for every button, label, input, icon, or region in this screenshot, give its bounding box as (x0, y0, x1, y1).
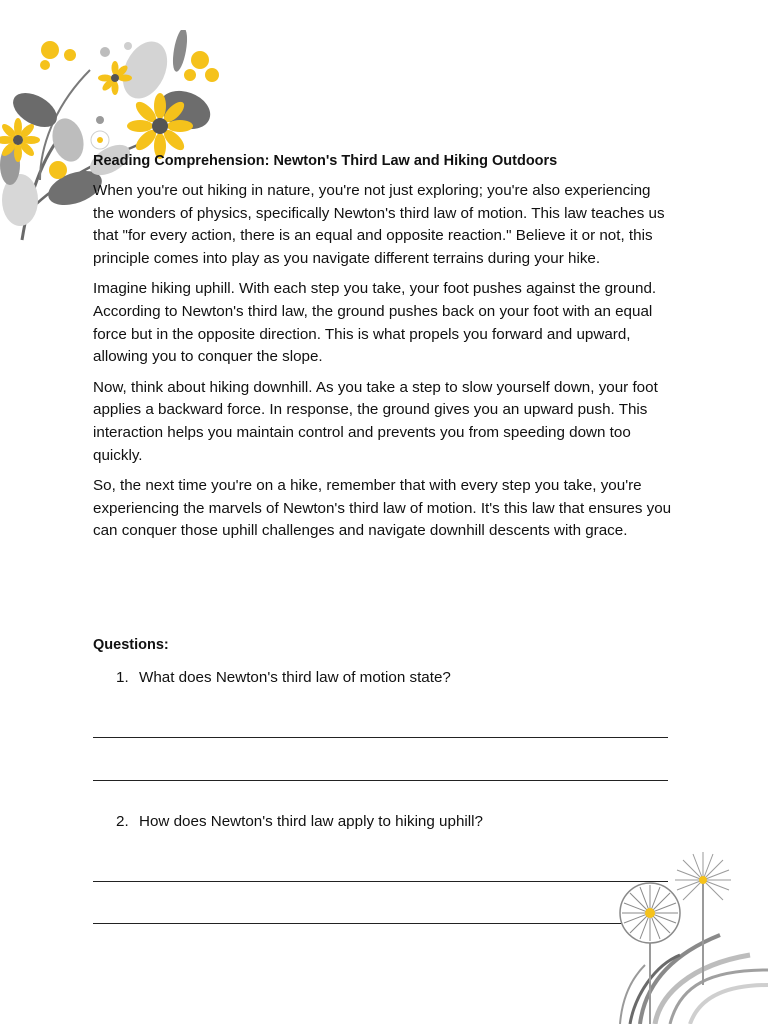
answer-line[interactable] (93, 881, 668, 882)
question-text: How does Newton's third law apply to hiking uphill? (139, 813, 483, 830)
question-text: What does Newton's third law of motion state? (139, 669, 451, 686)
paragraph-2: Imagine hiking uphill. With each step you take, your foot pushes against the ground. According to Newton's third law, the ground pushes back on your foot with an equal force but in the opposite direction. This is what propels you forward and upward, allowing you to conquer the slope. (93, 280, 657, 366)
answer-line[interactable] (93, 923, 668, 924)
question-2 (116, 813, 483, 830)
dandelion-grass-illustration (600, 845, 768, 1024)
worksheet-title: Reading Comprehension: Newton's Third Law and Hiking Outdoors (93, 153, 558, 169)
paragraph-1: When you're out hiking in nature, you're not just exploring; you're also experiencing the wonders of physics, specifically Newton's third law of motion. This law teaches us that "for every action, there is an equal and opposite reaction." Believe it or not, this principle comes into play as you navigate different terrains during your hike. (93, 182, 665, 267)
paragraph-3: Now, think about hiking downhill. As you take a step to slow yourself down, your foot applies a backward force. In response, the ground gives you an upward push. This interaction helps you maintain control and prevents you from speeding down too quickly. (93, 378, 658, 464)
paragraph-4: So, the next time you're on a hike, remember that with every step you take, you're experiencing the marvels of Newton's third law of motion. It's this law that ensures you can conquer those uphill challenges and navigate downhill descents with grace. (93, 477, 672, 540)
answer-line[interactable] (93, 737, 668, 738)
question-number: 2. (116, 813, 129, 830)
question-1 (116, 669, 451, 686)
question-number: 1. (116, 669, 129, 686)
worksheet-body (93, 150, 673, 830)
questions-heading: Questions: (93, 637, 169, 653)
answer-line[interactable] (93, 780, 668, 781)
